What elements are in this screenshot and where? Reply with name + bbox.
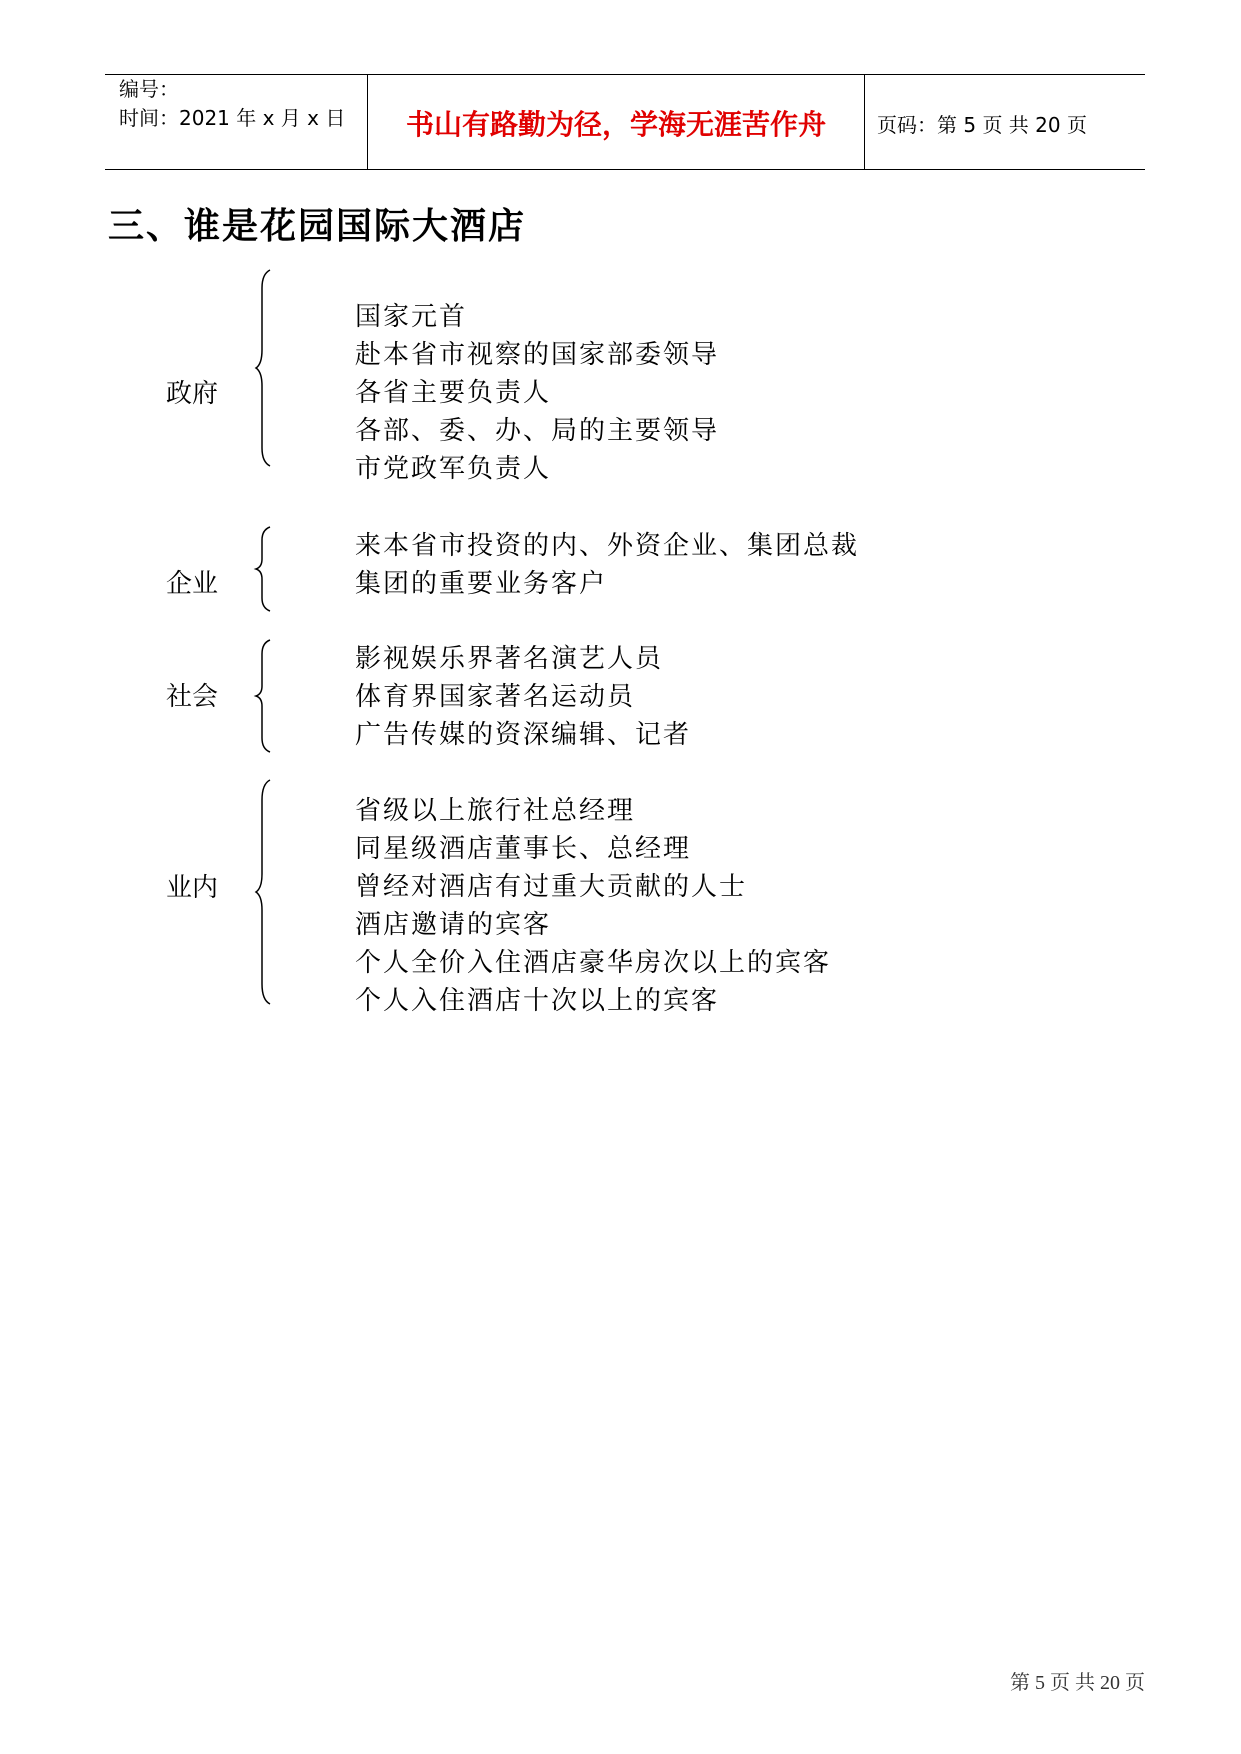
list-item: 国家元首 <box>355 302 468 332</box>
category-government: 政府 <box>166 379 219 409</box>
list-item: 市党政军负责人 <box>355 454 552 484</box>
category-industry: 业内 <box>166 873 219 903</box>
header-page-info: 页码：第 5 页 共 20 页 <box>877 113 1087 137</box>
brace-icon <box>256 638 276 754</box>
brace-icon <box>256 268 276 468</box>
page-header <box>105 74 1145 170</box>
brace-icon <box>256 778 276 1006</box>
brace-icon <box>256 525 276 613</box>
category-enterprise: 企业 <box>166 569 219 599</box>
list-item: 赴本省市视察的国家部委领导 <box>355 340 720 370</box>
list-item: 同星级酒店董事长、总经理 <box>355 834 692 864</box>
category-society: 社会 <box>166 682 219 712</box>
list-item: 集团的重要业务客户 <box>355 569 608 599</box>
document-number-label: 编号： <box>119 77 179 101</box>
list-item: 影视娱乐界著名演艺人员 <box>355 644 664 674</box>
list-item: 个人全价入住酒店豪华房次以上的宾客 <box>355 948 832 978</box>
list-item: 省级以上旅行社总经理 <box>355 796 636 826</box>
list-item: 个人入住酒店十次以上的宾客 <box>355 986 720 1016</box>
header-right-cell <box>865 75 1145 169</box>
list-item: 曾经对酒店有过重大贡献的人士 <box>355 872 748 902</box>
header-left-cell <box>105 75 368 169</box>
list-item: 广告传媒的资深编辑、记者 <box>355 720 692 750</box>
section-title: 三、谁是花园国际大酒店 <box>108 205 527 247</box>
list-item: 来本省市投资的内、外资企业、集团总裁 <box>355 531 860 561</box>
list-item: 体育界国家著名运动员 <box>355 682 636 712</box>
document-time: 时间：2021 年 x 月 x 日 <box>119 106 346 130</box>
header-middle-cell <box>368 75 865 169</box>
list-item: 酒店邀请的宾客 <box>355 910 552 940</box>
list-item: 各部、委、办、局的主要领导 <box>355 416 720 446</box>
list-item: 各省主要负责人 <box>355 378 552 408</box>
header-motto: 书山有路勤为径，学海无涯苦作舟 <box>405 108 826 141</box>
page-footer: 第 5 页 共 20 页 <box>1010 1672 1145 1694</box>
